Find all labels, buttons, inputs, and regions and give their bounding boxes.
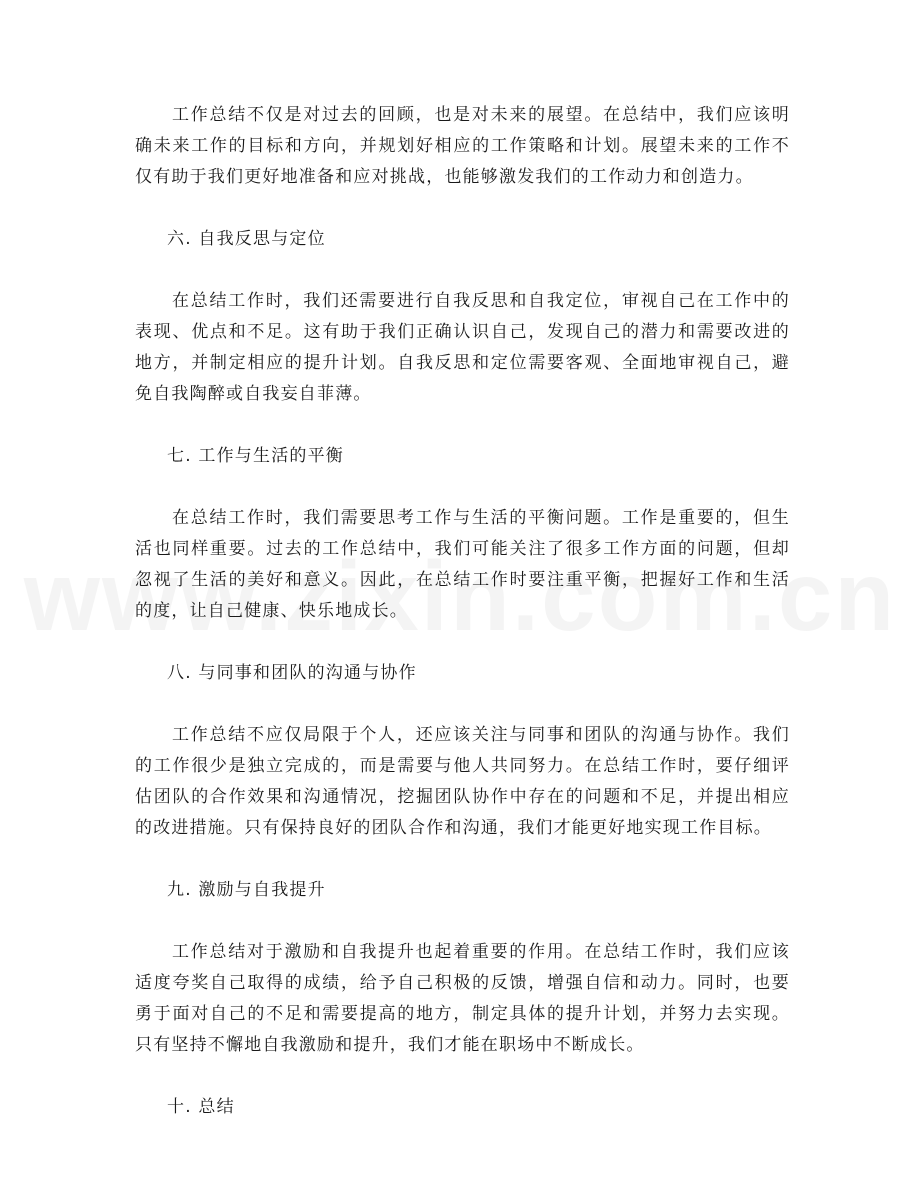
section-heading-8: 八. 与同事和团队的沟通与协作	[167, 663, 417, 683]
section-heading-10: 十. 总结	[167, 1097, 235, 1117]
paragraph-work-life-balance: 在总结工作时，我们需要思考工作与生活的平衡问题。工作是重要的，但生活也同样重要。过去的工作总结中，我们可能关注了很多工作方面的问题，但却忽视了生活的美好和意义。因此，在总结工作时要注重平衡，把握好工作和生活的度，让自己健康、快乐地成长。	[135, 508, 790, 621]
section-heading-6: 六. 自我反思与定位	[167, 229, 326, 249]
section-heading-9: 九. 激励与自我提升	[167, 880, 326, 900]
document-body	[135, 100, 790, 1154]
section-heading-7: 七. 工作与生活的平衡	[167, 446, 345, 466]
paragraph-motivation: 工作总结对于激励和自我提升也起着重要的作用。在总结工作时，我们应该适度夸奖自己取得的成绩，给予自己积极的反馈，增强自信和动力。同时，也要勇于面对自己的不足和需要提高的地方，制定具体的提升计划，并努力去实现。只有坚持不懈地自我激励和提升，我们才能在职场中不断成长。	[135, 942, 790, 1055]
paragraph-team-collaboration: 工作总结不应仅局限于个人，还应该关注与同事和团队的沟通与协作。我们的工作很少是独立完成的，而是需要与他人共同努力。在总结工作时，要仔细评估团队的合作效果和沟通情况，挖掘团队协作中存在的问题和不足，并提出相应的改进措施。只有保持良好的团队合作和沟通，我们才能更好地实现工作目标。	[135, 725, 790, 838]
paragraph-outlook: 工作总结不仅是对过去的回顾，也是对未来的展望。在总结中，我们应该明确未来工作的目标和方向，并规划好相应的工作策略和计划。展望未来的工作不仅有助于我们更好地准备和应对挑战，也能够激发我们的工作动力和创造力。	[135, 105, 790, 187]
paragraph-self-reflection: 在总结工作时，我们还需要进行自我反思和自我定位，审视自己在工作中的表现、优点和不足。这有助于我们正确认识自己，发现自己的潜力和需要改进的地方，并制定相应的提升计划。自我反思和定位需要客观、全面地审视自己，避免自我陶醉或自我妄自菲薄。	[135, 291, 790, 404]
